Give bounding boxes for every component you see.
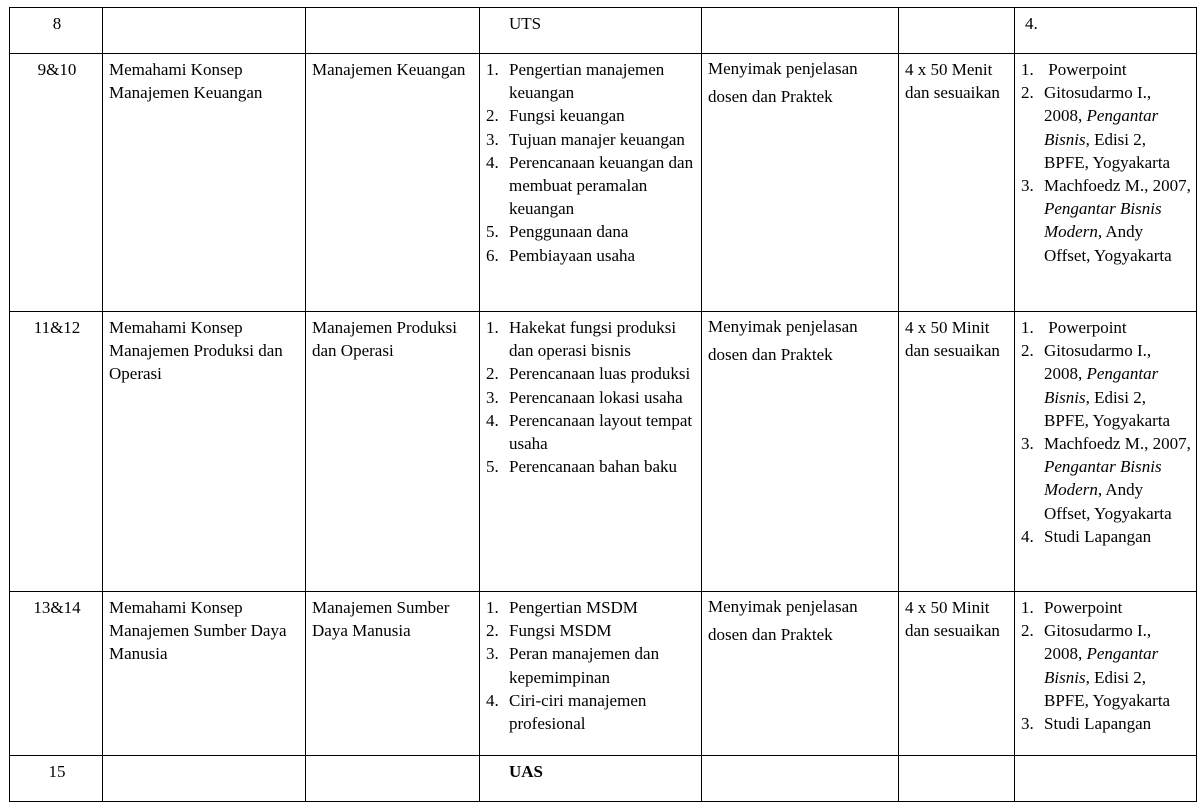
list-item: 1. Pengertian manajemen keuangan bbox=[486, 60, 665, 103]
subtopics-cell bbox=[480, 312, 702, 592]
list-item: 1. Powerpoint bbox=[1021, 598, 1123, 617]
activity-cell bbox=[702, 756, 899, 802]
objective-cell bbox=[103, 8, 306, 54]
table-row-week-11-12 bbox=[10, 312, 1197, 592]
list-item: 3. Peran manajemen dan kepemimpinan bbox=[486, 644, 660, 687]
list-item: 4. Perencanaan keuangan dan membuat peramalan keuangan bbox=[486, 152, 694, 219]
list-item: 3. Studi Lapangan bbox=[1021, 714, 1152, 734]
list-item: 2. Gitosudarmo I., 2008, Pengantar Bisnis, Edisi 2, BPFE, Yogyakarta bbox=[1021, 341, 1171, 430]
activity-cell: Menyimak penjelasan dosen dan Praktek bbox=[702, 312, 899, 592]
week-cell: 15 bbox=[10, 756, 103, 802]
objective-cell: Memahami Konsep Manajemen Keuangan bbox=[103, 54, 306, 312]
list-item: 2. Perencanaan luas produksi bbox=[486, 364, 691, 384]
list-item: 1. Powerpoint bbox=[1021, 60, 1127, 79]
syllabus-table bbox=[9, 7, 1197, 802]
list-item: 2. Fungsi MSDM bbox=[486, 621, 612, 641]
objective-cell: Memahami Konsep Manajemen Sumber Daya Manusia bbox=[103, 592, 306, 756]
table-row-week-13-14 bbox=[10, 592, 1197, 756]
refs-cell bbox=[1015, 312, 1197, 592]
time-cell: 4 x 50 Minit dan sesuaikan bbox=[899, 312, 1015, 592]
uts-label: UTS bbox=[509, 14, 542, 33]
topic-cell bbox=[480, 8, 702, 54]
material-cell: Manajemen Produksi dan Operasi bbox=[306, 312, 480, 592]
subtopic-list bbox=[486, 58, 697, 267]
objective-cell bbox=[103, 756, 306, 802]
table-row-week-8 bbox=[10, 8, 1197, 54]
list-item: 2. Fungsi keuangan bbox=[486, 106, 625, 126]
table-row-week-9-10 bbox=[10, 54, 1197, 312]
refs-text: 4. bbox=[1025, 14, 1038, 33]
list-item: 2. Gitosudarmo I., 2008, Pengantar Bisnis, Edisi 2, BPFE, Yogyakarta bbox=[1021, 621, 1171, 710]
list-item: 4. Studi Lapangan bbox=[1021, 526, 1152, 546]
table-row-week-15 bbox=[10, 756, 1197, 802]
week-cell: 8 bbox=[10, 8, 103, 54]
time-cell: 4 x 50 Minit dan sesuaikan bbox=[899, 592, 1015, 756]
material-cell bbox=[306, 756, 480, 802]
subtopic-list bbox=[486, 596, 697, 735]
week-cell: 9&10 bbox=[10, 54, 103, 312]
list-item: 3. Tujuan manajer keuangan bbox=[486, 129, 685, 149]
refs-cell bbox=[1015, 756, 1197, 802]
reference-list bbox=[1021, 596, 1192, 735]
subtopic-list bbox=[486, 316, 697, 478]
week-cell: 13&14 bbox=[10, 592, 103, 756]
uas-label: UAS bbox=[509, 762, 544, 781]
week-cell: 11&12 bbox=[10, 312, 103, 592]
list-item: 3. Machfoedz M., 2007, Pengantar Bisnis Modern, Andy Offset, Yogyakarta bbox=[1021, 176, 1191, 265]
list-item: 3. Perencanaan lokasi usaha bbox=[486, 387, 683, 407]
time-cell bbox=[899, 8, 1015, 54]
list-item: 1. Hakekat fungsi produksi dan operasi bisnis bbox=[486, 318, 677, 361]
list-item: 6. Pembiayaan usaha bbox=[486, 245, 636, 265]
time-cell: 4 x 50 Menit dan sesuaikan bbox=[899, 54, 1015, 312]
list-item: 4. Ciri-ciri manajemen profesional bbox=[486, 690, 647, 734]
reference-list bbox=[1021, 58, 1192, 267]
activity-cell: Menyimak penjelasan dosen dan Praktek bbox=[702, 592, 899, 756]
subtopics-cell bbox=[480, 592, 702, 756]
list-item: 5. Penggunaan dana bbox=[486, 222, 629, 242]
material-cell bbox=[306, 8, 480, 54]
list-item: 5. Perencanaan bahan baku bbox=[486, 457, 678, 477]
refs-cell bbox=[1015, 54, 1197, 312]
objective-cell: Memahami Konsep Manajemen Produksi dan Operasi bbox=[103, 312, 306, 592]
activity-cell: Menyimak penjelasan dosen dan Praktek bbox=[702, 54, 899, 312]
list-item: 1. Powerpoint bbox=[1021, 318, 1127, 337]
refs-cell bbox=[1015, 8, 1197, 54]
activity-cell bbox=[702, 8, 899, 54]
reference-list bbox=[1021, 316, 1192, 548]
list-item: 4. Perencanaan layout tempat usaha bbox=[486, 410, 693, 454]
list-item: 1. Pengertian MSDM bbox=[486, 598, 638, 617]
subtopics-cell bbox=[480, 54, 702, 312]
list-item: 3. Machfoedz M., 2007, Pengantar Bisnis Modern, Andy Offset, Yogyakarta bbox=[1021, 434, 1191, 523]
list-item: 2. Gitosudarmo I., 2008, Pengantar Bisnis, Edisi 2, BPFE, Yogyakarta bbox=[1021, 83, 1171, 172]
refs-cell bbox=[1015, 592, 1197, 756]
material-cell: Manajemen Keuangan bbox=[306, 54, 480, 312]
material-cell: Manajemen Sumber Daya Manusia bbox=[306, 592, 480, 756]
time-cell bbox=[899, 756, 1015, 802]
topic-cell bbox=[480, 756, 702, 802]
